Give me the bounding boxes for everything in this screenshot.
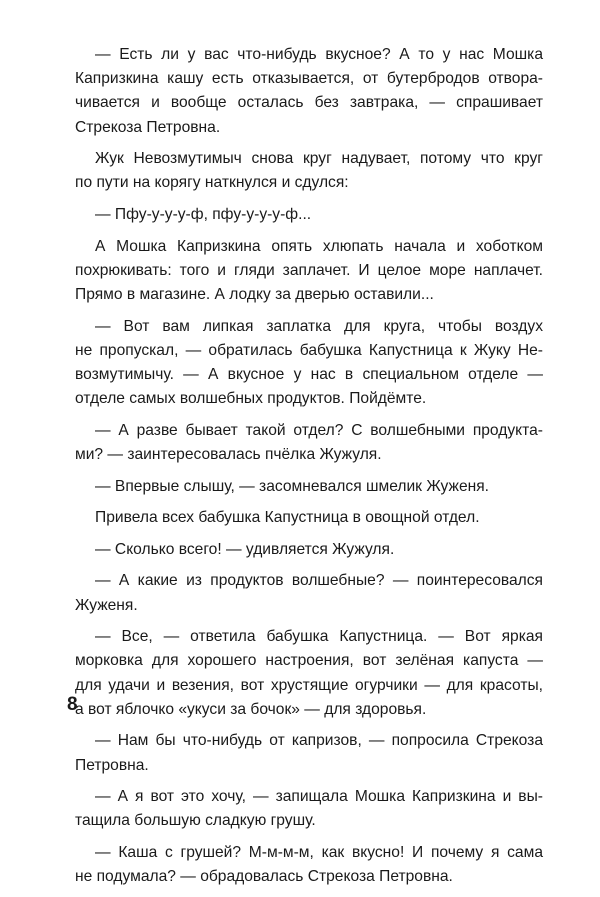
text-line: — А я вот это хочу, — запищала Мошка Капризкина и вы-: [95, 788, 543, 806]
text-line: — Сколько всего! — удивляется Жужуля.: [95, 540, 395, 558]
paragraph: [75, 729, 543, 777]
paragraph: [75, 147, 543, 195]
paragraph: [75, 43, 543, 140]
paragraph: [75, 419, 543, 467]
text-line: по пути на корягу наткнулся и сдулся:: [75, 174, 349, 192]
paragraph: [75, 315, 543, 412]
text-line: Прямо в магазине. А лодку за дверью оставили...: [75, 286, 434, 303]
page-text: [75, 43, 543, 897]
text-line: чивается и вообще осталась без завтрака, — спрашивает: [75, 94, 543, 112]
text-line: — Есть ли у вас что-нибудь вкусное? А то у нас Мошка: [95, 46, 543, 63]
text-line: — А разве бывает такой отдел? С волшебными продукта-: [95, 421, 543, 439]
paragraph: [75, 538, 543, 562]
text-line: Капризкина кашу есть отказывается, от бутербродов отвора-: [75, 70, 543, 88]
paragraph: [75, 841, 543, 889]
text-line: похрюкивать: того и гляди заплачет. И целое море наплачет.: [75, 261, 543, 279]
paragraph: [75, 235, 543, 308]
text-line: — Впервые слышу, — засомневался шмелик Жуженя.: [95, 477, 490, 495]
text-line: — Каша с грушей? М-м-м-м, как вкусно! И почему я сама: [95, 843, 543, 861]
text-line: Привела всех бабушка Капустница в овощной отдел.: [95, 509, 480, 527]
text-line: — А какие из продуктов волшебные? — поинтересовался: [95, 572, 543, 590]
text-line: — Все, — ответила бабушка Капустница. — Вот яркая: [95, 628, 543, 646]
text-line: Жуженя.: [75, 596, 138, 614]
text-line: Стрекоза Петровна.: [75, 118, 221, 136]
text-line: не подумала? — обрадовалась Стрекоза Петровна.: [75, 868, 453, 886]
paragraph: [75, 569, 543, 617]
page-number: 8: [67, 694, 78, 715]
text-line: для удачи и везения, вот хрустящие огурчики — для красоты,: [75, 676, 543, 694]
paragraph: [75, 475, 543, 499]
text-line: тащила большую сладкую грушу.: [75, 812, 316, 830]
paragraph: [75, 625, 543, 722]
text-line: — Нам бы что-нибудь от капризов, — попросила Стрекоза: [95, 732, 543, 750]
text-line: Петровна.: [75, 756, 149, 774]
text-line: — Пфу-у-у-у-ф, пфу-у-у-у-ф...: [95, 206, 312, 223]
text-line: Жук Невозмутимыч снова круг надувает, потому что круг: [95, 150, 543, 168]
paragraph: [75, 506, 543, 530]
paragraph: [75, 785, 543, 833]
text-line: ми? — заинтересовалась пчёлка Жужуля.: [75, 446, 382, 463]
text-line: возмутимычу. — А вкусное у нас в специальном отделе —: [75, 366, 543, 383]
text-line: не пропускал, — обратилась бабушка Капустница к Жуку Не-: [75, 341, 543, 359]
text-line: а вот яблочко «укуси за бочок» — для здоровья.: [75, 700, 427, 718]
paragraph: [75, 203, 543, 227]
text-line: морковка для хорошего настроения, вот зелёная капуста —: [75, 652, 543, 670]
text-line: отделе самых волшебных продуктов. Пойдёмте.: [75, 390, 427, 408]
text-line: А Мошка Капризкина опять хлюпать начала и хоботком: [95, 237, 543, 255]
text-line: — Вот вам липкая заплатка для круга, чтобы воздух: [95, 317, 543, 335]
